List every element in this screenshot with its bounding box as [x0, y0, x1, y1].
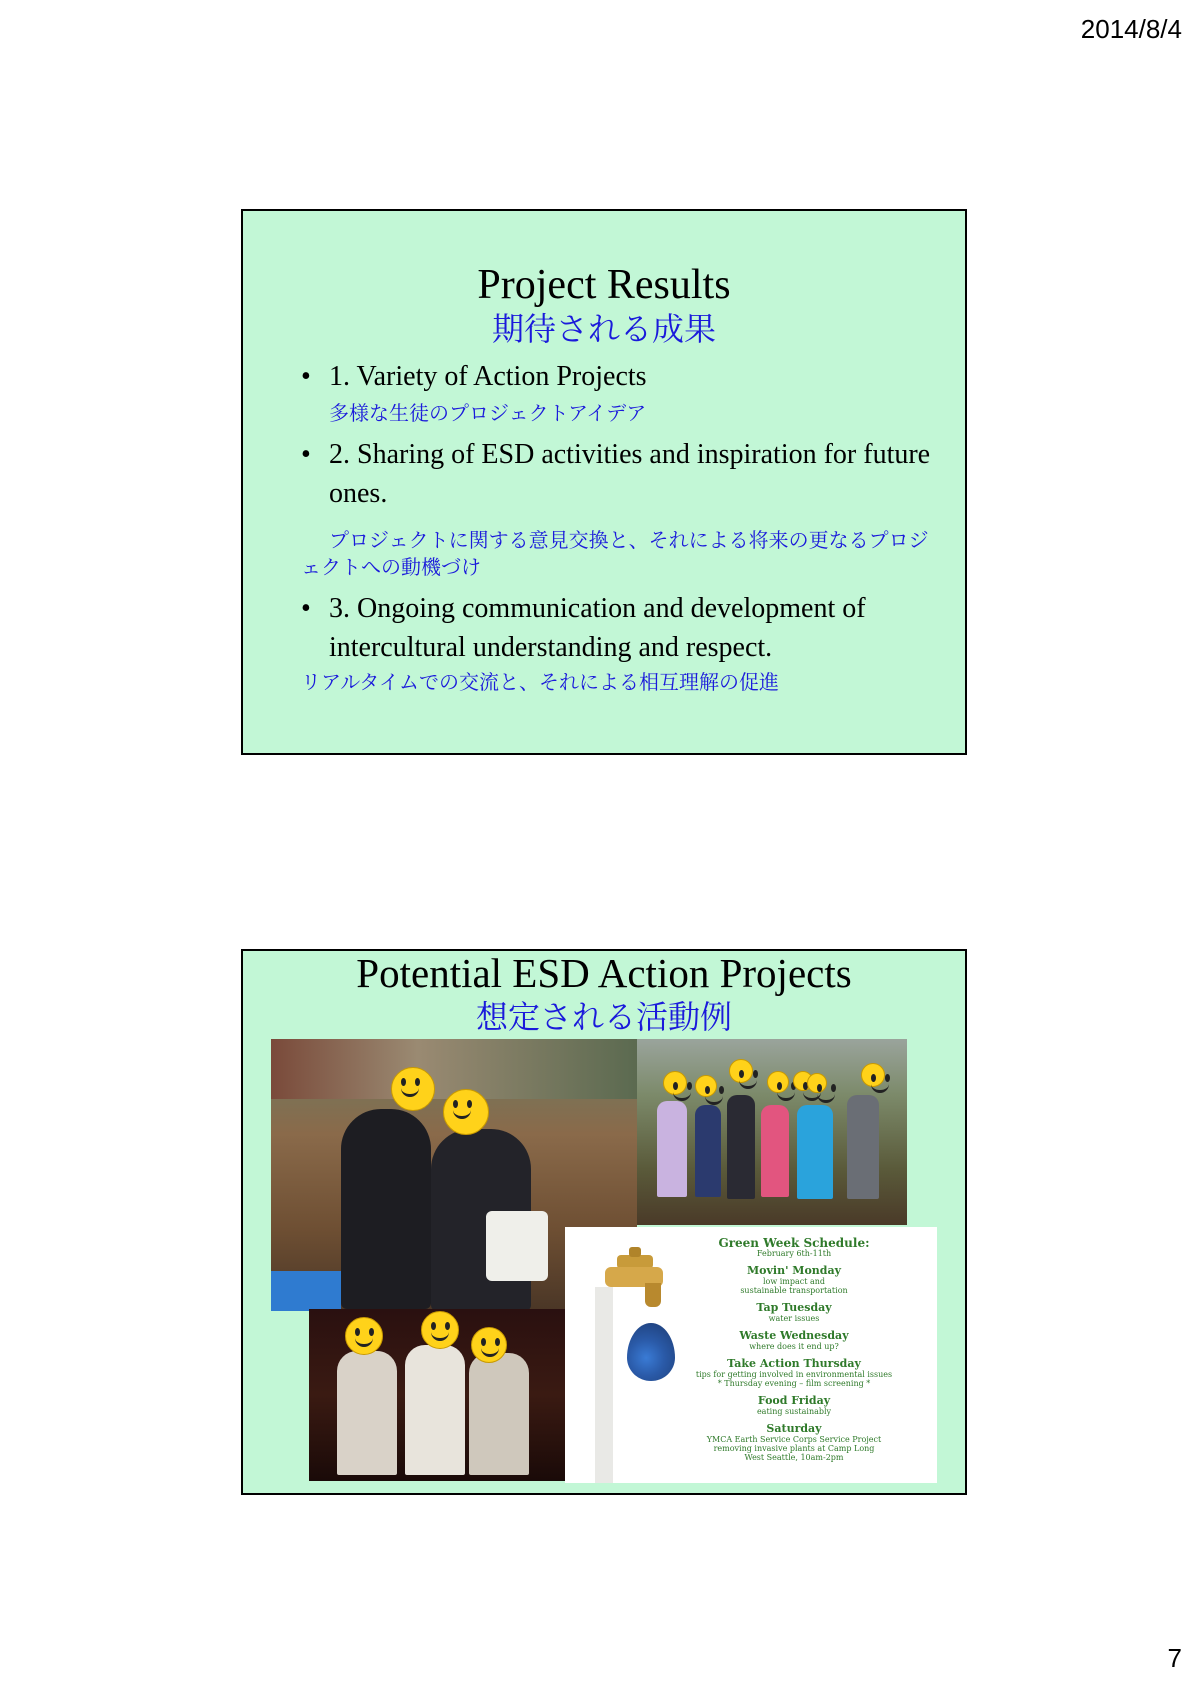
slide-title: Project Results [477, 262, 731, 308]
poster-day-desc: water issues [768, 1314, 820, 1323]
poster-day: Saturday [766, 1422, 822, 1435]
poster-day: Tap Tuesday [756, 1301, 832, 1314]
smiley-face-icon [421, 1311, 459, 1349]
slide-project-results [241, 209, 967, 755]
smiley-face-icon [443, 1089, 489, 1135]
poster-day-desc: tips for getting involved in environmental issues [695, 1370, 893, 1379]
photo-students-tote-bags [309, 1309, 571, 1481]
poster-day-desc: sustainable transportation [740, 1286, 848, 1295]
smiley-face-icon [345, 1317, 383, 1355]
bullet-translation: リアルタイムでの交流と、それによる相互理解の促進 [301, 670, 779, 694]
bullet-item: • 1. Variety of Action Projects [301, 361, 647, 392]
slide-title: Potential ESD Action Projects [356, 950, 852, 996]
poster-day-desc: where does it end up? [749, 1342, 839, 1351]
bullet-translation: 多様な生徒のプロジェクトアイデア [329, 401, 647, 425]
smiley-face-icon [861, 1063, 885, 1087]
smiley-face-icon [471, 1327, 507, 1363]
poster-heading: Green Week Schedule: [718, 1236, 870, 1250]
green-week-poster [565, 1227, 937, 1483]
print-date: 2014/8/4 [1080, 14, 1182, 44]
poster-text [657, 1237, 931, 1462]
smiley-face-icon [695, 1075, 717, 1097]
poster-day: Movin' Monday [747, 1264, 841, 1277]
poster-day: Waste Wednesday [739, 1329, 849, 1342]
poster-day-desc: * Thursday evening – film screening * [717, 1379, 871, 1388]
slide-action-projects [241, 949, 967, 1495]
poster-day: Food Friday [757, 1394, 831, 1407]
poster-day-desc: low impact and [762, 1277, 826, 1286]
poster-day-desc: YMCA Earth Service Corps Service Project [706, 1435, 882, 1444]
slide-subtitle: 想定される活動例 [475, 998, 732, 1036]
smiley-face-icon [391, 1067, 435, 1111]
poster-day-desc: eating sustainably [756, 1407, 832, 1416]
bullet-translation: プロジェクトに関する意見交換と、それによる将来の更なるプロジェクトへの動機づけ [301, 528, 929, 579]
poster-dates: February 6th-11th [756, 1249, 832, 1258]
poster-day-desc: West Seattle, 10am-2pm [744, 1453, 844, 1462]
photo-group-planting [637, 1039, 907, 1225]
smiley-face-icon [729, 1059, 753, 1083]
bullet-item: • 2. Sharing of ESD activities and inspiration for future ones. [301, 439, 931, 509]
slide-subtitle: 期待される成果 [491, 310, 716, 348]
bullet-item: • 3. Ongoing communication and development of intercultural understanding and respect. [301, 593, 866, 663]
smiley-face-icon [767, 1071, 789, 1093]
smiley-face-icon [807, 1073, 827, 1093]
poster-day-desc: removing invasive plants at Camp Long [713, 1444, 875, 1453]
poster-day: Take Action Thursday [727, 1357, 861, 1370]
smiley-face-icon [663, 1071, 687, 1095]
page-number: 7 [1167, 1643, 1182, 1673]
bullet-list [301, 357, 935, 696]
